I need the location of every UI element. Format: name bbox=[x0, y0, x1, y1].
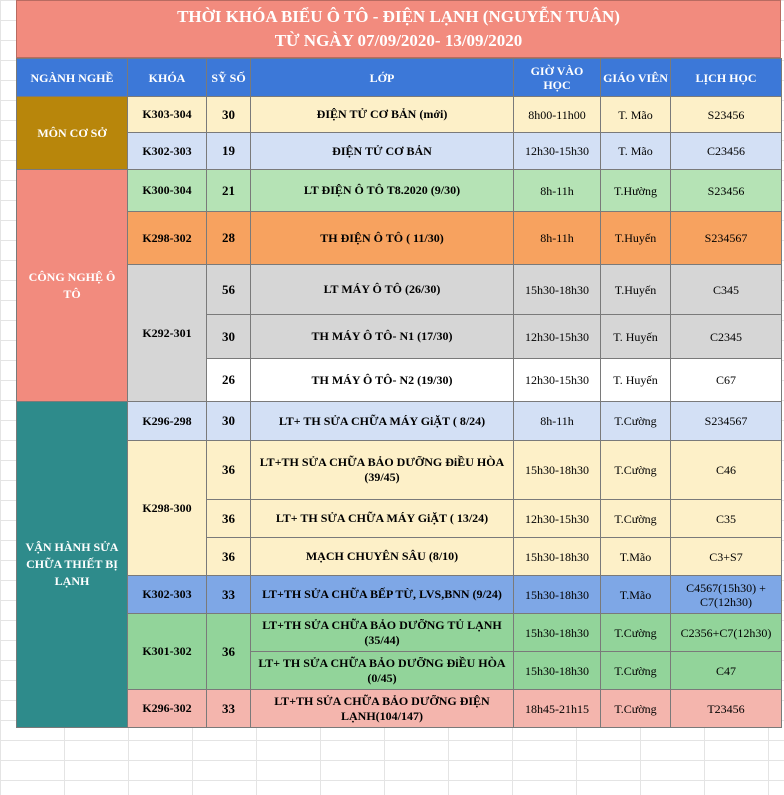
teacher-cell: T. Mão bbox=[601, 97, 671, 133]
teacher-cell: T.Cường bbox=[601, 402, 671, 441]
header-row bbox=[17, 59, 782, 97]
group-van-hanh-thiet-bi-lanh: VẬN HÀNH SỬA CHỮA THIẾT BỊ LẠNH bbox=[17, 402, 128, 728]
header-khoa: KHÓA bbox=[128, 59, 207, 97]
schedule-cell: C67 bbox=[671, 359, 782, 402]
khoa-cell: K302-303 bbox=[128, 133, 207, 170]
group-mon-co-so: MÔN CƠ SỞ bbox=[17, 97, 128, 170]
title-line-1: THỜI KHÓA BIỂU Ô TÔ - ĐIỆN LẠNH (NGUYỄN TUÂN) bbox=[177, 7, 620, 26]
time-cell: 15h30-18h30 bbox=[514, 538, 601, 576]
table-row bbox=[17, 402, 782, 441]
schedule-cell: S234567 bbox=[671, 212, 782, 265]
header-gv: GIÁO VIÊN bbox=[601, 59, 671, 97]
table-row bbox=[17, 212, 782, 265]
lop-cell: ĐIỆN TỬ CƠ BẢN bbox=[251, 133, 514, 170]
siso-cell: 56 bbox=[207, 265, 251, 315]
time-cell: 15h30-18h30 bbox=[514, 441, 601, 500]
siso-cell: 33 bbox=[207, 690, 251, 728]
teacher-cell: T.Mão bbox=[601, 538, 671, 576]
header-lop: LỚP bbox=[251, 59, 514, 97]
siso-cell: 28 bbox=[207, 212, 251, 265]
table-row bbox=[17, 614, 782, 652]
siso-cell: 30 bbox=[207, 315, 251, 359]
schedule-cell: C4567(15h30) + C7(12h30) bbox=[671, 576, 782, 614]
schedule-cell: S234567 bbox=[671, 402, 782, 441]
header-siso: SỸ SỐ bbox=[207, 59, 251, 97]
time-cell: 12h30-15h30 bbox=[514, 315, 601, 359]
khoa-cell: K296-302 bbox=[128, 690, 207, 728]
lop-cell: TH ĐIỆN Ô TÔ ( 11/30) bbox=[251, 212, 514, 265]
siso-cell: 30 bbox=[207, 97, 251, 133]
teacher-cell: T.Mão bbox=[601, 576, 671, 614]
lop-cell: LT+ TH SỬA CHỮA MÁY GiẶT ( 13/24) bbox=[251, 500, 514, 538]
time-cell: 12h30-15h30 bbox=[514, 500, 601, 538]
schedule-cell: C35 bbox=[671, 500, 782, 538]
time-cell: 8h00-11h00 bbox=[514, 97, 601, 133]
teacher-cell: T.Huyến bbox=[601, 265, 671, 315]
time-cell: 8h-11h bbox=[514, 402, 601, 441]
siso-cell: 36 bbox=[207, 538, 251, 576]
siso-cell: 26 bbox=[207, 359, 251, 402]
table-row bbox=[17, 97, 782, 133]
header-gio: GIỜ VÀO HỌC bbox=[514, 59, 601, 97]
lop-cell: LT+TH SỬA CHỮA BẢO DƯỠNG ĐIỆN LẠNH(104/147) bbox=[251, 690, 514, 728]
table-row bbox=[17, 576, 782, 614]
khoa-cell: K303-304 bbox=[128, 97, 207, 133]
time-cell: 15h30-18h30 bbox=[514, 614, 601, 652]
lop-cell: TH MÁY Ô TÔ- N1 (17/30) bbox=[251, 315, 514, 359]
header-lich: LỊCH HỌC bbox=[671, 59, 782, 97]
schedule-cell: C2345 bbox=[671, 315, 782, 359]
khoa-cell: K296-298 bbox=[128, 402, 207, 441]
table-row bbox=[17, 441, 782, 500]
khoa-cell: K298-300 bbox=[128, 441, 207, 576]
time-cell: 8h-11h bbox=[514, 170, 601, 212]
lop-cell: LT ĐIỆN Ô TÔ T8.2020 (9/30) bbox=[251, 170, 514, 212]
timetable-table bbox=[16, 58, 782, 728]
lop-cell: LT+TH SỬA CHỮA BẢO DƯỠNG TỦ LẠNH (35/44) bbox=[251, 614, 514, 652]
header-nganh: NGÀNH NGHỀ bbox=[17, 59, 128, 97]
teacher-cell: T.Cường bbox=[601, 614, 671, 652]
schedule-cell: S23456 bbox=[671, 170, 782, 212]
teacher-cell: T.Cường bbox=[601, 441, 671, 500]
khoa-cell: K302-303 bbox=[128, 576, 207, 614]
time-cell: 12h30-15h30 bbox=[514, 133, 601, 170]
khoa-cell: K300-304 bbox=[128, 170, 207, 212]
lop-cell: ĐIỆN TỬ CƠ BẢN (mới) bbox=[251, 97, 514, 133]
teacher-cell: T. Huyến bbox=[601, 315, 671, 359]
table-row bbox=[17, 265, 782, 315]
table-row bbox=[17, 133, 782, 170]
siso-cell: 21 bbox=[207, 170, 251, 212]
khoa-cell: K292-301 bbox=[128, 265, 207, 402]
time-cell: 15h30-18h30 bbox=[514, 265, 601, 315]
schedule-cell: C345 bbox=[671, 265, 782, 315]
siso-cell: 36 bbox=[207, 500, 251, 538]
schedule-cell: C2356+C7(12h30) bbox=[671, 614, 782, 652]
table-row bbox=[17, 690, 782, 728]
khoa-cell: K301-302 bbox=[128, 614, 207, 690]
teacher-cell: T.Cường bbox=[601, 690, 671, 728]
schedule-cell: C47 bbox=[671, 652, 782, 690]
lop-cell: LT+TH SỬA CHỮA BẾP TỪ, LVS,BNN (9/24) bbox=[251, 576, 514, 614]
teacher-cell: T.Hường bbox=[601, 170, 671, 212]
siso-cell: 36 bbox=[207, 614, 251, 690]
siso-cell: 36 bbox=[207, 441, 251, 500]
table-row bbox=[17, 170, 782, 212]
lop-cell: LT+ TH SỬA CHỮA MÁY GiẶT ( 8/24) bbox=[251, 402, 514, 441]
time-cell: 18h45-21h15 bbox=[514, 690, 601, 728]
siso-cell: 30 bbox=[207, 402, 251, 441]
teacher-cell: T.Cường bbox=[601, 652, 671, 690]
lop-cell: TH MÁY Ô TÔ- N2 (19/30) bbox=[251, 359, 514, 402]
teacher-cell: T.Cường bbox=[601, 500, 671, 538]
schedule-cell: C3+S7 bbox=[671, 538, 782, 576]
schedule-cell: C46 bbox=[671, 441, 782, 500]
lop-cell: LT+ TH SỬA CHỮA BẢO DƯỠNG ĐiỀU HÒA (0/45) bbox=[251, 652, 514, 690]
schedule-cell: T23456 bbox=[671, 690, 782, 728]
schedule-cell: S23456 bbox=[671, 97, 782, 133]
lop-cell: MẠCH CHUYÊN SÂU (8/10) bbox=[251, 538, 514, 576]
title-line-2: TỪ NGÀY 07/09/2020- 13/09/2020 bbox=[274, 31, 523, 50]
siso-cell: 33 bbox=[207, 576, 251, 614]
time-cell: 12h30-15h30 bbox=[514, 359, 601, 402]
timetable-title bbox=[16, 0, 781, 58]
khoa-cell: K298-302 bbox=[128, 212, 207, 265]
time-cell: 8h-11h bbox=[514, 212, 601, 265]
lop-cell: LT+TH SỬA CHỮA BẢO DƯỠNG ĐiỀU HÒA (39/45) bbox=[251, 441, 514, 500]
teacher-cell: T. Mão bbox=[601, 133, 671, 170]
teacher-cell: T. Huyến bbox=[601, 359, 671, 402]
teacher-cell: T.Huyến bbox=[601, 212, 671, 265]
time-cell: 15h30-18h30 bbox=[514, 576, 601, 614]
lop-cell: LT MÁY Ô TÔ (26/30) bbox=[251, 265, 514, 315]
schedule-cell: C23456 bbox=[671, 133, 782, 170]
time-cell: 15h30-18h30 bbox=[514, 652, 601, 690]
siso-cell: 19 bbox=[207, 133, 251, 170]
group-cong-nghe-o-to: CÔNG NGHỆ Ô TÔ bbox=[17, 170, 128, 402]
